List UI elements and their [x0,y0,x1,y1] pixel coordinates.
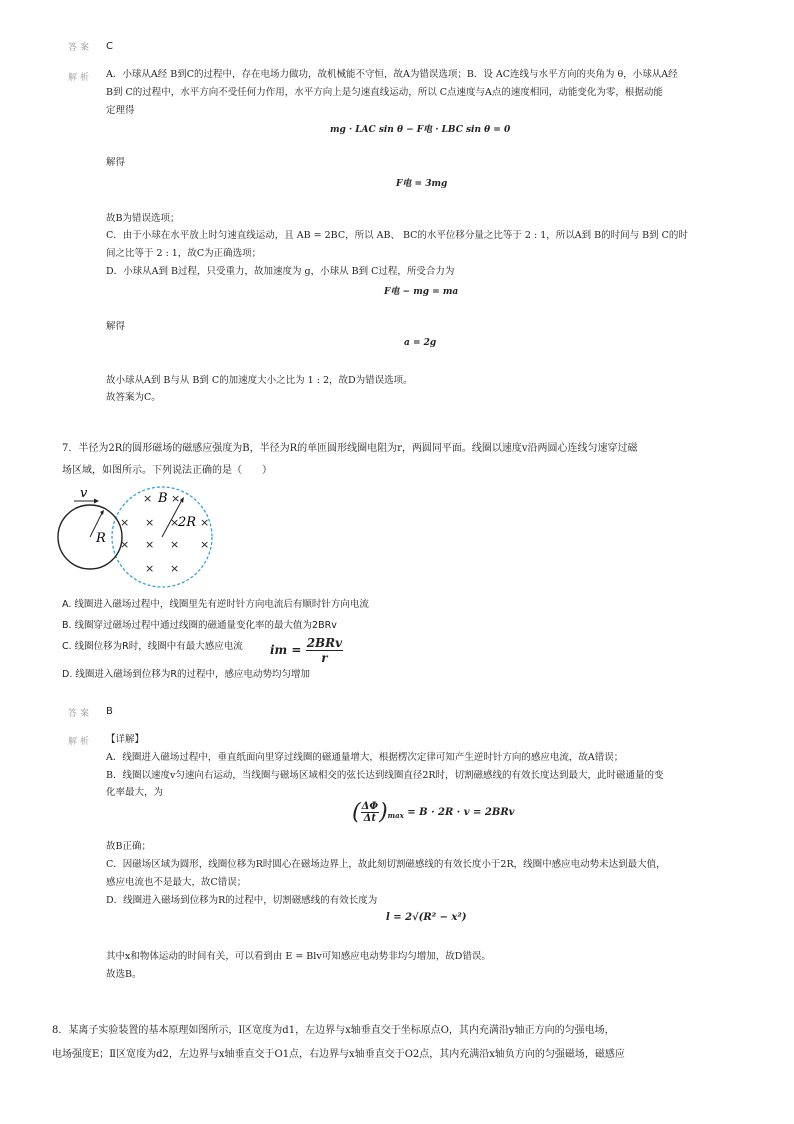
detail-b-1: B．线圈以速度v匀速向右运动，当线圈与磁场区域相交的弦长达到线圈直径2R时，切割磁感线的有效长度达到最大，此时磁通量的变 [106,770,664,781]
question-8-line-1: 8．某离子实验装置的基本原理如图所示，Ⅰ区宽度为d1，左边界与x轴垂直交于坐标原点O，其内充满沿y轴正方向的匀强电场， [52,1025,615,1036]
svg-text:×: × [143,492,153,505]
analysis-line-1: A．小球从A经 B到C的过程中，存在电场力做功，故机械能不守恒，故A为错误选项；B．设 AC连线与水平方向的夹角为 θ，小球从A经 [106,69,678,80]
final-answer-7: 故选B。 [106,969,142,980]
option-c-text: C. 线圈位移为R时，线圈中有最大感应电流 [62,641,243,652]
option-a: A. 线圈进入磁场过程中，线圈里先有逆时针方向电流后有顺时针方向电流 [62,599,369,610]
analysis-d-line-2: 故小球从A到 B与从 B到 C的加速度大小之比为 1 : 2，故D为错误选项。 [106,375,413,386]
jiede-label-2: 解得 [106,321,126,332]
svg-text:×: × [120,538,130,551]
svg-text:×: × [171,492,181,505]
analysis-label-7: 解析 [68,737,93,747]
detail-b-2: 化率最大，为 [106,787,164,798]
analysis-c-line-1: C．由于小球在水平放上时匀速直线运动，且 AB = 2BC，所以 AB、 BC的水平位移分量之比等于 2 : 1，所以A到 B的时间与 B到 C的时 [106,230,688,241]
velocity-label: v [80,486,88,501]
velocity-arrowhead [94,499,99,504]
question-7-stem-1: 7．半径为2R的圆形磁场的磁感应强度为B，半径为R的单匝圆形线圈电阻为r，两圆同平面。线圈以速度v沿两圆心连线匀速穿过磁 [62,443,638,454]
detail-c-1: C．因磁场区域为圆形，线圈位移为R时圆心在磁场边界上，故此刻切割磁感线的有效长度小于2R，线圈中感应电动势未达到最大值， [106,859,666,870]
svg-text:×: × [145,538,155,551]
svg-text:×: × [145,562,155,575]
svg-text:×: × [200,516,210,529]
detail-label: 【详解】 [106,734,145,745]
equation-effective-length: l = 2√(R² − x²) [386,912,467,923]
answer-value: C [106,41,113,52]
field-radius-label: 2R [178,515,197,530]
analysis-c-line-2: 间之比等于 2 : 1，故C为正确选项； [106,248,262,259]
svg-text:×: × [145,516,155,529]
analysis-b-end: 故B为错误选项； [106,213,180,224]
jiede-label: 解得 [106,157,126,168]
equation-net-force: F电 − mg = ma [384,287,459,297]
option-d: D. 线圈进入磁场到位移为R的过程中，感应电动势均匀增加 [62,669,310,680]
equation-acceleration: a = 2g [404,338,437,348]
detail-d-2: 其中x和物体运动的时间有关，可以看到由 E = Blv可知感应电动势非均匀增加，故D错误。 [106,951,491,962]
answer-label: 答案 [68,43,93,53]
svg-text:×: × [170,516,180,529]
option-c [62,640,243,654]
svg-text:×: × [170,562,180,575]
detail-a: A．线圈进入磁场过程中，垂直纸面向里穿过线圈的磁通量增大，根据楞次定律可知产生逆时针方向的感应电流，故A错误； [106,752,624,763]
analysis-d-line: D．小球从A到 B过程，只受重力，故加速度为 g，小球从 B到 C过程，所受合力为 [106,266,455,277]
analysis-label: 解析 [68,73,93,83]
question-7-stem-2: 场区域，如图所示。下列说法正确的是（ ） [62,465,272,476]
field-label-B: B [158,491,168,506]
coil-radius-label: R [96,531,106,546]
magnetic-field-figure [54,484,224,590]
analysis-line-2: B到 C的过程中，水平方向不受任何力作用，水平方向上是匀速直线运动，所以 C点速度与A点的速度相同，动能变化为零，根据动能 [106,87,663,98]
question-8-line-2: 电场强度E；Ⅱ区宽度为d2，左边界与x轴垂直交于O1点，右边界与x轴垂直交于O2点，其内充满沿x轴负方向的匀强磁场，磁感应 [52,1049,625,1060]
equation-force: F电 = 3mg [396,179,448,189]
detail-b-end: 故B正确； [106,841,151,852]
final-answer: 故答案为C。 [106,392,161,403]
equation-flux-rate: ( $\frac{\Delta\Phi}{\Delta t}$ )$_{max} = B \cdot 2R \cdot v = 2BRv$ [352,800,515,825]
detail-c-2: 感应电流也不是最大，故C错误； [106,877,247,888]
svg-text:×: × [120,516,130,529]
analysis-line-3: 定理得 [106,105,135,116]
answer-label-7: 答案 [68,709,93,719]
svg-text:×: × [200,538,210,551]
answer-value-7: B [106,706,113,717]
option-c-formula: im = $\frac{\text{2BRv}}{r}$ [270,636,343,665]
equation-energy: mg · LAC sin θ − F电 · LBC sin θ = 0 [330,125,511,135]
option-b: B. 线圈穿过磁场过程中通过线圈的磁通量变化率的最大值为2BRv [62,620,337,631]
detail-d: D．线圈进入磁场到位移为R的过程中，切割磁感线的有效长度为 [106,895,378,906]
svg-text:×: × [170,538,180,551]
